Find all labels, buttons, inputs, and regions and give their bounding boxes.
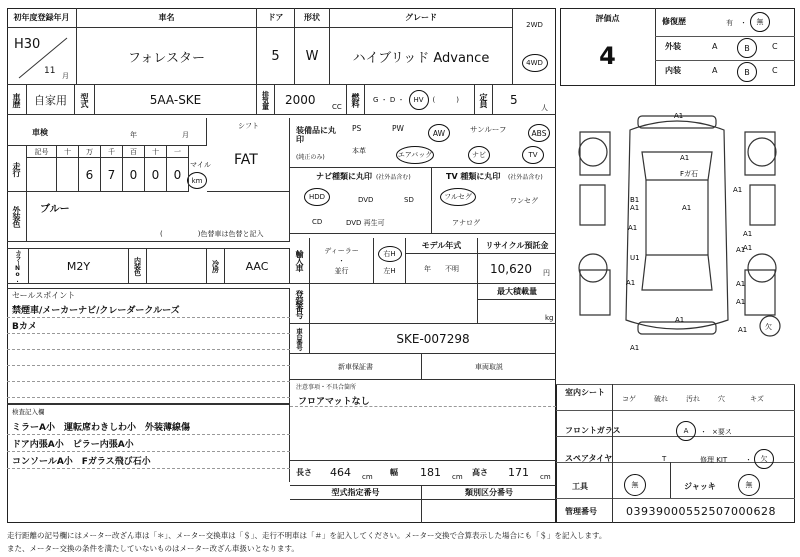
recycle-label: リサイクル預託金 xyxy=(478,238,556,254)
diagram-mark: A1 xyxy=(626,279,636,287)
height-cm: cm xyxy=(540,473,551,481)
fuel-cell xyxy=(365,85,475,115)
equipment-item: ナビ xyxy=(468,146,490,164)
capacity-label-cell xyxy=(475,85,493,115)
mileage-digit-header: 百 xyxy=(123,146,145,158)
first-reg-year: H30 xyxy=(14,37,41,52)
diagram-mark: A1 xyxy=(680,154,690,162)
diagram-mark: A1 xyxy=(674,112,684,120)
drive-4wd: 4WD xyxy=(522,54,548,72)
grade-option: C xyxy=(772,42,778,51)
first-reg-month: 11 xyxy=(44,66,56,76)
inspector-line: ミラーA小 運転席わきしわ小 外装薄線傷 xyxy=(12,423,190,433)
equipment-item: ABS xyxy=(528,124,550,142)
width-value: 181 xyxy=(420,466,441,479)
model-year-label: モデル年式 xyxy=(406,238,478,254)
mile-label: マイル xyxy=(190,161,211,169)
mileage-digit-header: 千 xyxy=(101,146,123,158)
diagram-mark: A1 xyxy=(675,316,685,324)
sales-line-rule xyxy=(7,381,290,382)
spare-none: 欠 xyxy=(754,449,774,469)
missing-mark: 欠 xyxy=(765,323,772,331)
color-no-label: カラーNo. xyxy=(14,249,21,283)
score-label: 評価点 xyxy=(595,13,620,23)
usage-value: 自家用 xyxy=(27,85,75,115)
grade-option: B xyxy=(737,38,757,58)
inspection-label: 車検 xyxy=(32,128,48,137)
tools-label: 工具 xyxy=(572,482,588,491)
sales-line: Bカメ xyxy=(12,322,37,332)
import-right: 右H xyxy=(378,246,402,262)
mileage-symbol-label: 記号 xyxy=(27,146,57,158)
interior-sheet-label: 室内シート xyxy=(565,388,605,397)
mgmt-label: 管理番号 xyxy=(565,507,597,516)
ext-color-value: ブルー xyxy=(40,204,70,215)
sales-line-rule xyxy=(7,365,290,366)
model-year-unit: 年 xyxy=(424,264,431,273)
diagram-mark: A1 xyxy=(733,186,743,194)
tv-sub: (社外品含む) xyxy=(508,174,543,181)
navi-sub: (社外品含む) xyxy=(376,174,411,181)
repair-dot: ・ xyxy=(740,19,747,27)
equipment-label: 装備品に丸印 xyxy=(296,126,336,144)
import-dealer: ディーラー xyxy=(324,246,359,255)
spare-kit: 修理 KIT xyxy=(700,456,728,464)
interior-color-label: 内装色 xyxy=(133,257,142,275)
interior-sheet-option: コゲ xyxy=(622,395,636,403)
sales-line-rule xyxy=(7,397,290,398)
diagram-mark: A1 xyxy=(736,298,746,306)
model-value: 5AA-SKE xyxy=(95,85,257,115)
sales-line-rule xyxy=(7,317,290,318)
inspector-label: 検査記入欄 xyxy=(12,408,45,416)
displacement-label-cell xyxy=(257,85,275,115)
car-name: フォレスター xyxy=(77,28,257,85)
windshield-dot: ・ xyxy=(700,428,707,436)
diagram-mark: A1 xyxy=(682,204,692,212)
import-label: 輸入車 xyxy=(295,250,304,271)
length-value: 464 xyxy=(330,466,351,479)
max-load-label: 最大積載量 xyxy=(478,284,556,300)
navi-option: CD xyxy=(312,218,323,226)
equipment-item: PW xyxy=(392,124,404,133)
ac-label: 冷房 xyxy=(211,260,220,272)
mileage-symbol-cell xyxy=(27,158,57,192)
equipment-item: TV xyxy=(522,146,544,164)
diagram-mark: A1 xyxy=(743,230,753,238)
grade-option: A xyxy=(712,42,718,51)
inspector-line-rule xyxy=(7,451,290,452)
inspector-line: ドア内張A小 ピラー内張A小 xyxy=(12,440,134,450)
notes-label: 注意事項・不具合箇所 xyxy=(296,384,357,391)
tv-option: ワンセグ xyxy=(510,197,538,205)
usage-label: 車歴 xyxy=(12,92,21,107)
ac-value: AAC xyxy=(225,248,290,284)
chassis-label: 車台番号 xyxy=(295,327,303,350)
model-label-cell xyxy=(75,85,95,115)
windshield-selected: A xyxy=(676,421,696,441)
cc-unit: CC xyxy=(332,103,342,111)
notes-value: フロアマットなし xyxy=(298,397,370,407)
height-label: 高さ xyxy=(472,468,488,477)
inspector-line-rule xyxy=(7,434,290,435)
import-dealer-cell xyxy=(310,238,374,284)
br-row-rule xyxy=(556,384,795,385)
notes-cell xyxy=(290,380,556,460)
model-year-unknown: 不明 xyxy=(445,264,459,273)
mileage-digit: 7 xyxy=(101,158,123,192)
interior-sheet-option: 汚れ xyxy=(686,395,700,403)
ext-color-note: ( )色替車は色替と記入 xyxy=(160,230,264,238)
fuel-paren: ( ) xyxy=(432,95,459,104)
diagram-mark: A1 xyxy=(736,246,746,254)
repair-yes: 有 xyxy=(726,19,733,27)
shape-value: W xyxy=(295,28,330,85)
mileage-digit: 0 xyxy=(145,158,167,192)
grade-option: A xyxy=(712,66,718,75)
color-no-label-cell xyxy=(7,248,29,284)
registration-value xyxy=(310,284,478,324)
inspector-line-rule xyxy=(7,468,290,469)
import-hand-cell xyxy=(374,238,406,284)
mileage-digit xyxy=(57,158,79,192)
length-label: 長さ xyxy=(296,468,312,477)
tv-option: フルセグ xyxy=(440,188,476,206)
height-value: 171 xyxy=(508,466,529,479)
grade-label: グレード xyxy=(330,8,513,28)
diagram-mark: A1 xyxy=(630,204,640,212)
yen-unit: 円 xyxy=(543,269,550,277)
navi-label: ナビ種類に丸印 xyxy=(316,172,372,181)
footer-line2: また、メーター交換の条件を満たしていないものはメーター改ざん車扱いとなります。 xyxy=(7,544,299,553)
spare-t: T xyxy=(662,455,667,463)
tools-value: 無 xyxy=(624,474,646,496)
fuel-label-cell xyxy=(347,85,365,115)
fuel-selected: HV xyxy=(409,90,429,110)
mileage-label: 走行 xyxy=(12,161,21,176)
shift-value: FAT xyxy=(234,152,258,168)
registration-label: 登録番号 xyxy=(295,289,304,318)
diagram-mark: A1 xyxy=(738,326,748,334)
windshield-replace: ×要ス xyxy=(712,428,732,436)
car-diagram xyxy=(560,90,795,360)
repair-no: 無 xyxy=(750,12,770,32)
diagram-mark: U1 xyxy=(630,254,640,262)
first-reg-label: 初年度登録年月 xyxy=(7,8,77,28)
shape-label: 形状 xyxy=(295,8,330,28)
mileage-digit-header: 一 xyxy=(167,146,189,158)
mileage-digit-header: 万 xyxy=(79,146,101,158)
window-note: Fガ石 xyxy=(680,170,699,178)
mileage-digit: 0 xyxy=(123,158,145,192)
tv-label: TV 種類に丸印 xyxy=(446,172,501,181)
chassis-label-cell xyxy=(290,324,310,354)
person-unit: 人 xyxy=(541,104,548,112)
mileage-digit-header: 十 xyxy=(57,146,79,158)
width-label: 幅 xyxy=(390,468,398,477)
displacement-value: 2000 xyxy=(285,93,316,107)
capacity-value: 5 xyxy=(510,93,518,107)
month-unit: 月 xyxy=(62,72,69,80)
jack-label: ジャッキ xyxy=(684,482,716,491)
spare-label: スペアタイヤ xyxy=(565,454,613,463)
sales-line-rule xyxy=(7,349,290,350)
ac-label-cell xyxy=(207,248,225,284)
br-row-rule xyxy=(556,436,795,437)
diagram-mark: B1 xyxy=(630,196,640,204)
interior-sheet-option: キズ xyxy=(750,395,764,403)
eval-row-rule xyxy=(655,36,795,37)
mileage-label-cell xyxy=(7,146,27,192)
import-label-cell xyxy=(290,238,310,284)
inspector-line: コンソールA小 Fガラス飛び石小 xyxy=(12,457,151,467)
import-dot: ・ xyxy=(338,256,345,265)
model-label: 型式 xyxy=(80,92,89,107)
tv-option: アナログ xyxy=(452,219,480,227)
model-year-cell xyxy=(406,254,478,284)
navi-option: SD xyxy=(404,196,414,204)
category-label: 類別区分番号 xyxy=(422,486,556,500)
spare-dot: ・ xyxy=(745,456,752,464)
mgmt-value: 03939000552507000628 xyxy=(626,505,776,518)
eval-row-rule xyxy=(655,60,795,61)
equipment-item: PS xyxy=(352,124,362,133)
windshield-label: フロントガラス xyxy=(565,426,621,435)
interior-label: 内装 xyxy=(665,66,681,75)
footer-line1: 走行距離の記号欄にはメーター改ざん車は「＊」、メーター交換車は「＄」、走行不明車は「＃」を記入してください。メーター交換で合算表示した場合にも「＄」を記入します。 xyxy=(7,531,607,540)
equipment-item: 本革 xyxy=(352,147,366,155)
interior-color-label-cell xyxy=(129,248,147,284)
capacity-label: 定員 xyxy=(479,92,488,107)
manual-label: 車両取説 xyxy=(422,354,556,380)
score-value: 4 xyxy=(599,42,616,70)
warranty-label: 新車保証書 xyxy=(290,354,422,380)
eval-vline xyxy=(655,8,656,86)
km-label: km xyxy=(187,172,207,189)
car-name-label: 車名 xyxy=(77,8,257,28)
equipment-item: エアバッグ xyxy=(396,146,434,164)
br-row-rule xyxy=(556,498,795,499)
exterior-label: 外装 xyxy=(665,42,681,51)
interior-sheet-option: 穴 xyxy=(718,395,725,403)
ext-color-label-cell xyxy=(7,192,27,242)
import-parallel: 並行 xyxy=(334,266,349,275)
shift-label: シフト xyxy=(238,122,259,130)
grade-option: B xyxy=(737,62,757,82)
mileage-digit: 6 xyxy=(79,158,101,192)
diagram-mark: A1 xyxy=(743,244,753,252)
navi-option: DVD xyxy=(358,196,374,204)
br-row-rule xyxy=(556,410,795,411)
recycle-value: 10,620 xyxy=(490,262,532,276)
drive-cell xyxy=(513,8,556,85)
width-cm: cm xyxy=(452,473,463,481)
color-no-value: M2Y xyxy=(29,248,129,284)
displacement-label: 排気量 xyxy=(261,90,270,109)
grade-value: ハイブリッド Advance xyxy=(330,28,513,85)
registration-label-cell xyxy=(290,284,310,324)
fuel-label: 燃料 xyxy=(351,92,360,107)
door-value: 5 xyxy=(257,28,295,85)
length-cm: cm xyxy=(362,473,373,481)
kg-unit: kg xyxy=(545,314,554,322)
diagram-mark: A1 xyxy=(628,224,638,232)
import-left: 左H xyxy=(383,266,396,275)
door-label: ドア xyxy=(257,8,295,28)
type-designation-label: 型式指定番号 xyxy=(290,486,422,500)
diagram-mark: A1 xyxy=(736,280,746,288)
tools-divider xyxy=(670,462,671,498)
inspection-year: 年 xyxy=(130,131,137,139)
drive-2wd: 2WD xyxy=(526,20,543,29)
equipment-item: サンルーフ xyxy=(470,125,507,134)
equipment-item: AW xyxy=(428,124,450,142)
sales-line-rule xyxy=(7,333,290,334)
interior-color-value xyxy=(147,248,207,284)
usage-label-cell xyxy=(7,85,27,115)
type-designation-value xyxy=(290,500,422,523)
jack-value: 無 xyxy=(738,474,760,496)
sales-point-label: セールスポイント xyxy=(12,291,76,300)
inspection-month: 月 xyxy=(182,131,189,139)
mileage-digit: 0 xyxy=(167,158,189,192)
chassis-value: SKE-007298 xyxy=(310,324,556,354)
fuel-options: G ・ D ・ xyxy=(373,95,405,104)
navi-option: DVD 再生可 xyxy=(346,219,385,227)
sales-line: 禁煙車/メーカーナビ/クレーダークルーズ xyxy=(12,306,180,316)
diagram-mark: A1 xyxy=(630,344,640,352)
repair-label: 修復歴 xyxy=(662,17,686,26)
equipment-sub: (純正のみ) xyxy=(296,154,325,161)
notes-line xyxy=(290,406,556,407)
grade-option: C xyxy=(772,66,778,75)
navi-option: HDD xyxy=(304,188,330,206)
mileage-digit-header: 十 xyxy=(145,146,167,158)
interior-sheet-option: 破れ xyxy=(654,395,668,403)
ext-color-label: 外装色 xyxy=(12,206,21,227)
